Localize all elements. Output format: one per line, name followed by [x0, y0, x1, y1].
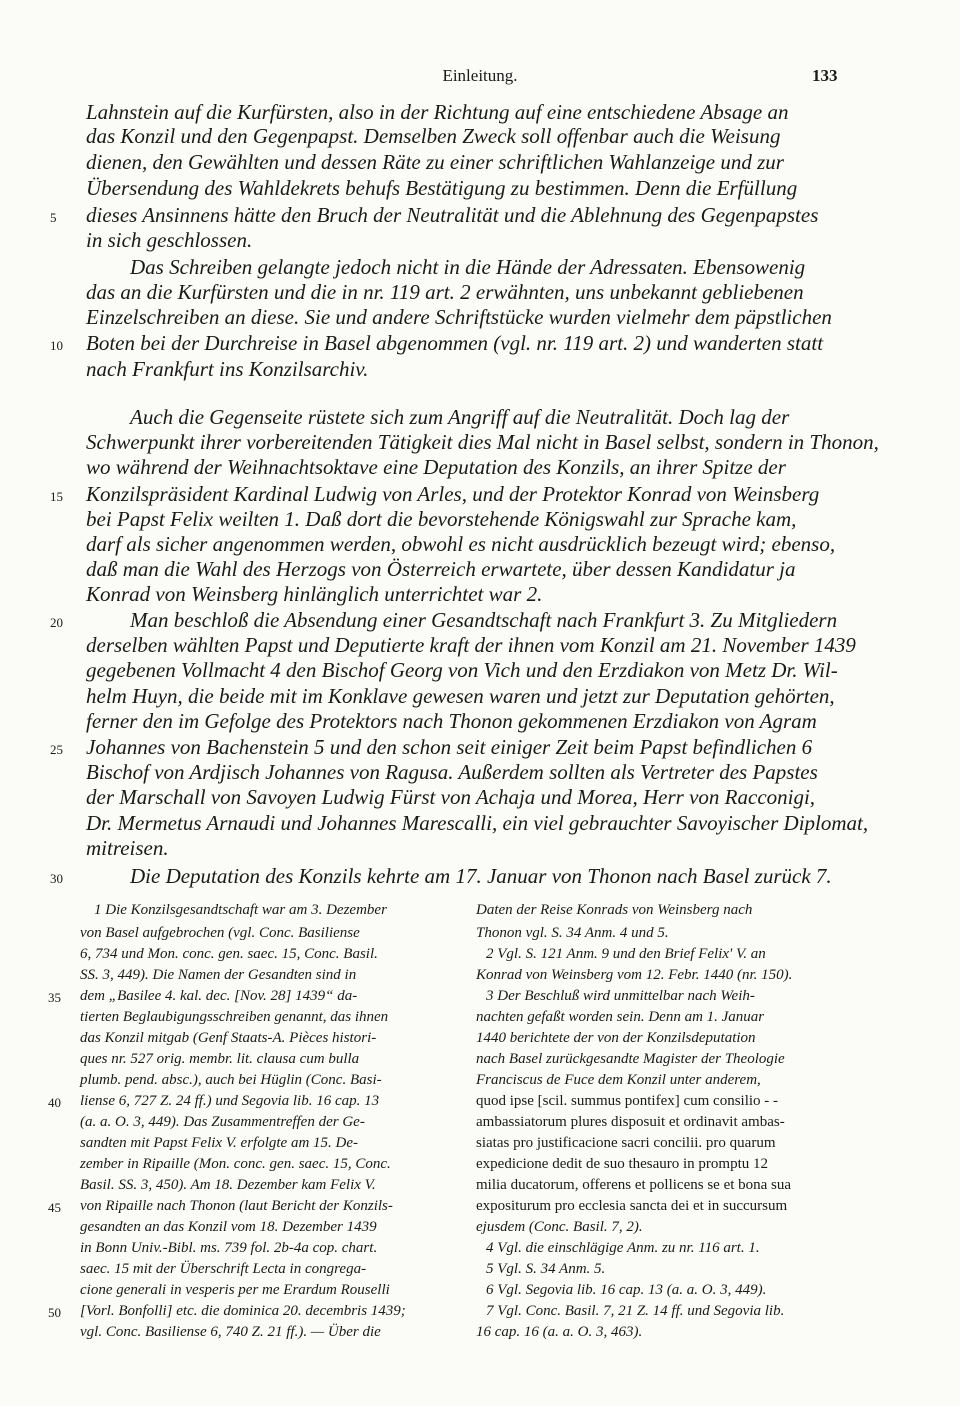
text-line: gegebenen Vollmacht 4 den Bischof Georg von Vich und den Erzdiakon von Metz Dr. Wil- — [86, 658, 838, 682]
text-line: Schwerpunkt ihrer vorbereitenden Tätigkeit dies Mal nicht in Basel selbst, sondern in Thonon, — [86, 430, 879, 454]
line-number: 40 — [48, 1095, 61, 1110]
footnote-line: Daten der Reise Konrads von Weinsberg nach — [476, 902, 753, 918]
text-line: mitreisen. — [86, 836, 169, 860]
footnote-line: ejusdem (Conc. Basil. 7, 2). — [476, 1219, 643, 1235]
text-line: wo während der Weihnachtsoktave eine Deputation des Konzils, an ihrer Spitze der — [86, 455, 786, 479]
line-number: 20 — [50, 615, 63, 630]
text-line: nach Frankfurt ins Konzilsarchiv. — [86, 357, 369, 381]
text-line: helm Huyn, die beide mit im Konklave gewesen waren und jetzt zur Deputation gehörten, — [86, 684, 835, 708]
footnote-line: das Konzil mitgab (Genf Staats-A. Pièces histori- — [80, 1030, 377, 1046]
footnote-line: ambassiatorum plures disposuit et ordinavit ambas- — [476, 1114, 785, 1130]
footnote-line: 4 Vgl. die einschlägige Anm. zu nr. 116 art. 1. — [486, 1240, 760, 1256]
text-line: daß man die Wahl des Herzogs von Österreich erwartete, über dessen Kandidatur ja — [86, 557, 796, 581]
text-line: Boten bei der Durchreise in Basel abgenommen (vgl. nr. 119 art. 2) und wanderten statt — [86, 331, 824, 355]
text-line: Übersendung des Wahldekrets behufs Bestätigung zu bestimmen. Denn die Erfüllung — [86, 176, 798, 200]
text-line: das Konzil und den Gegenpapst. Demselben Zweck soll offenbar auch die Weisung — [86, 124, 781, 148]
page-number: 133 — [812, 66, 838, 85]
footnote-line: liense 6, 727 Z. 24 ff.) und Segovia lib. 16 cap. 13 — [80, 1093, 380, 1109]
line-number: 10 — [50, 338, 63, 353]
footnote-line: 6, 734 und Mon. conc. gen. saec. 15, Conc. Basil. — [80, 946, 378, 962]
footnote-line: sandten mit Papst Felix V. erfolgte am 15. De- — [80, 1135, 359, 1151]
footnote-line: tierten Beglaubigungsschreiben genannt, das ihnen — [80, 1009, 389, 1025]
text-line: darf als sicher angenommen werden, obwohl es nicht ausdrücklich bezeugt wird; ebenso, — [86, 532, 836, 556]
footnote-line: expositurum pro ecclesia sancta dei et in succursum — [476, 1198, 788, 1214]
text-line: Man beschloß die Absendung einer Gesandtschaft nach Frankfurt 3. Zu Mitgliedern — [130, 608, 838, 632]
footnote-line: SS. 3, 449). Die Namen der Gesandten sind in — [80, 967, 357, 983]
footnote-line: Thonon vgl. S. 34 Anm. 4 und 5. — [476, 925, 669, 941]
text-line: Das Schreiben gelangte jedoch nicht in die Hände der Adressaten. Ebensowenig — [130, 255, 806, 279]
line-number: 35 — [48, 990, 61, 1005]
line-number: 45 — [48, 1200, 61, 1215]
footnote-line: Basil. SS. 3, 450). Am 18. Dezember kam Felix V. — [80, 1177, 376, 1193]
line-number: 50 — [48, 1305, 61, 1320]
running-title: Einleitung. — [442, 66, 518, 85]
line-number: 5 — [50, 210, 57, 225]
text-line: Bischof von Ardjisch Johannes von Ragusa. Außerdem sollten als Vertreter des Papstes — [86, 760, 818, 784]
footnote-line: plumb. pend. absc.), auch bei Hüglin (Conc. Basi- — [80, 1072, 382, 1088]
text-line: Johannes von Bachenstein 5 und den schon seit einiger Zeit beim Papst befindlichen 6 — [86, 735, 813, 759]
footnote-line: dem „Basilee 4. kal. dec. [Nov. 28] 1439“ da- — [80, 988, 358, 1004]
footnote-line: (a. a. O. 3, 449). Das Zusammentreffen der Ge- — [80, 1114, 365, 1130]
text-line: bei Papst Felix weilten 1. Daß dort die bevorstehende Königswahl zur Sprache kam, — [86, 507, 797, 531]
text-line: Dr. Mermetus Arnaudi und Johannes Marescalli, ein viel gebrauchter Savoyischer Diplomat, — [86, 811, 869, 835]
footnote-line: gesandten an das Konzil vom 18. Dezember 1439 — [80, 1219, 377, 1235]
line-number: 25 — [50, 742, 63, 757]
footnote-line: milia ducatorum, offerens et pollicens se et bona sua — [476, 1177, 792, 1193]
text-line: in sich geschlossen. — [86, 228, 253, 252]
text-line: Die Deputation des Konzils kehrte am 17. Januar von Thonon nach Basel zurück 7. — [130, 864, 832, 888]
text-line: Einzelschreiben an diese. Sie und andere Schriftstücke wurden vielmehr dem päpstlichen — [86, 305, 832, 329]
footnote-line: 1440 berichtete der von der Konzilsdeputation — [476, 1030, 756, 1046]
footnote-line: Franciscus de Fuce dem Konzil unter anderem, — [476, 1072, 761, 1088]
text-line: Konrad von Weinsberg hinlänglich unterrichtet war 2. — [86, 582, 543, 606]
footnote-line: nach Basel zurückgesandte Magister der Theologie — [476, 1051, 785, 1067]
text-line: Auch die Gegenseite rüstete sich zum Angriff auf die Neutralität. Doch lag der — [130, 405, 790, 429]
text-line: dieses Ansinnens hätte den Bruch der Neutralität und die Ablehnung des Gegenpapstes — [86, 203, 819, 227]
footnote-line: 1 Die Konzilsgesandtschaft war am 3. Dezember — [94, 902, 387, 918]
footnote-line: von Ripaille nach Thonon (laut Bericht der Konzils- — [80, 1198, 393, 1214]
text-line: ferner den im Gefolge des Protektors nach Thonon gekommenen Erzdiakon von Agram — [86, 709, 817, 733]
footnote-line: 5 Vgl. S. 34 Anm. 5. — [486, 1261, 606, 1277]
footnote-line: vgl. Conc. Basiliense 6, 740 Z. 21 ff.). — Über die — [80, 1324, 381, 1340]
footnote-line: [Vorl. Bonfolli] etc. die dominica 20. decembris 1439; — [80, 1303, 406, 1319]
footnote-line: quod ipse [scil. summus pontifex] cum consilio - - — [476, 1093, 779, 1109]
footnote-line: zember in Ripaille (Mon. conc. gen. saec. 15, Conc. — [80, 1156, 391, 1172]
footnote-line: Konrad von Weinsberg vom 12. Febr. 1440 (nr. 150). — [476, 967, 793, 983]
footnote-line: 7 Vgl. Conc. Basil. 7, 21 Z. 14 ff. und Segovia lib. — [486, 1303, 785, 1319]
footnote-line: 3 Der Beschluß wird unmittelbar nach Weih- — [486, 988, 755, 1004]
footnote-line: in Bonn Univ.-Bibl. ms. 739 fol. 2b-4a cop. chart. — [80, 1240, 378, 1256]
footnote-line: saec. 15 mit der Überschrift Lecta in congrega- — [80, 1261, 367, 1277]
text-line: dienen, den Gewählten und dessen Räte zu einer schriftlichen Wahlanzeige und zur — [86, 150, 784, 174]
footnote-line: expedicione dedit de suo thesauro in promptu 12 — [476, 1156, 769, 1172]
text-line: derselben wählten Papst und Deputierte kraft der ihnen vom Konzil am 21. November 1439 — [86, 633, 856, 657]
footnote-line: 2 Vgl. S. 121 Anm. 9 und den Brief Felix' V. an — [486, 946, 766, 962]
footnote-line: siatas pro justificacione sacri concilii. pro quarum — [476, 1135, 776, 1151]
text-line: der Marschall von Savoyen Ludwig Fürst von Achaja und Morea, Herr von Racconigi, — [86, 785, 816, 809]
line-number: 30 — [50, 871, 63, 886]
text-line: Lahnstein auf die Kurfürsten, also in der Richtung auf eine entschiedene Absage an — [86, 100, 789, 124]
line-number: 15 — [50, 489, 63, 504]
footnote-line: nachten gefaßt worden sein. Denn am 1. Januar — [476, 1009, 765, 1025]
text-line: Konzilspräsident Kardinal Ludwig von Arles, und der Protektor Konrad von Weinsberg — [86, 482, 820, 506]
footnote-line: 16 cap. 16 (a. a. O. 3, 463). — [476, 1324, 643, 1340]
footnote-line: 6 Vgl. Segovia lib. 16 cap. 13 (a. a. O. 3, 449). — [486, 1282, 767, 1298]
footnote-line: von Basel aufgebrochen (vgl. Conc. Basiliense — [80, 925, 360, 941]
footnote-line: cione generali in vesperis per me Erardum Rouselli — [80, 1282, 390, 1298]
text-line: das an die Kurfürsten und die in nr. 119 art. 2 erwähnten, uns unbekannt gebliebenen — [86, 280, 804, 304]
footnote-line: ques nr. 527 orig. membr. lit. clausa cum bulla — [80, 1051, 360, 1067]
